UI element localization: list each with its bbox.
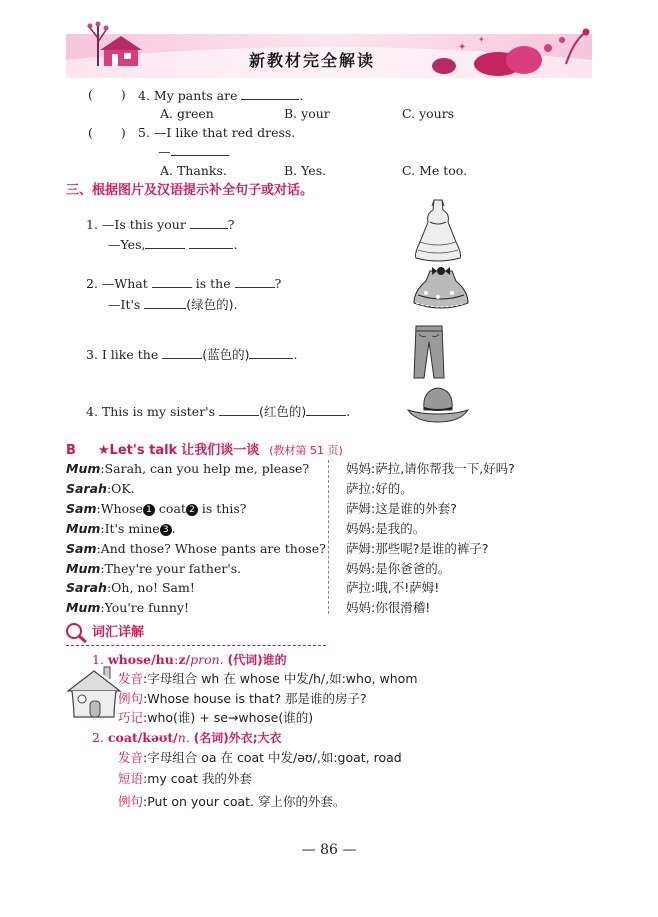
vocab-text: :字母组合 oa 在 coat 中发/əʊ/,如:goat, road (143, 750, 402, 765)
s3-q3-text: 3. I like the (86, 347, 159, 362)
vocab-item-1-head (92, 652, 287, 668)
q5-answer-line (158, 143, 229, 160)
dialogue-zh-5: 萨姆:那些呢?是谁的裤子? (346, 541, 489, 556)
vocab-item-2-line-2 (118, 771, 252, 787)
q5-blank[interactable] (171, 143, 229, 156)
paren-close: ) (120, 125, 126, 140)
zh-speaker: 妈妈 (346, 600, 372, 615)
dialogue-line-5: Sam:And those? Whose pants are those? (66, 541, 326, 556)
speaker: Mum (66, 521, 101, 536)
q5-paren (88, 125, 126, 141)
hat-icon (406, 384, 470, 430)
zh-text: 是我的。 (375, 521, 426, 536)
vocab-text: :字母组合 wh 在 whose 中发/h/,如:who, whom (143, 671, 418, 686)
q4-period: . (299, 88, 304, 103)
dialogue-zh-6: 妈妈:是你爸爸的。 (346, 561, 451, 576)
q4-option-c[interactable]: C. yours (402, 106, 455, 121)
s3-q3-blank2[interactable] (249, 346, 293, 359)
paren-open: ( (88, 125, 93, 140)
dialogue-zh-8: 妈妈:你很滑稽! (346, 600, 431, 615)
vocab-num: 1. (92, 652, 104, 667)
q5-option-b[interactable]: B. Yes. (284, 163, 327, 178)
q4-paren (88, 87, 126, 103)
speaker: Mum (66, 461, 101, 476)
zh-speaker: 萨拉 (346, 580, 372, 595)
speaker: Sam (66, 541, 97, 556)
vocab-text: :my coat 我的外套 (143, 771, 252, 786)
dialogue-line-3: Sam:Whose 1 coat 2 is this? (66, 501, 247, 516)
s3-q2-hint: (绿色的). (186, 297, 238, 312)
zh-text: 是你爸爸的。 (375, 561, 451, 576)
section-b-title-en: Let's talk (109, 443, 178, 458)
q5-text: —I like that red dress. (153, 125, 296, 140)
vocab-item-1-line-2 (118, 691, 367, 707)
section-b-ref: (教材第 51 页) (269, 444, 343, 457)
q5-option-c[interactable]: C. Me too. (402, 163, 468, 178)
dialogue-text: . (171, 521, 176, 536)
dialogue-line-8: Mum:You're funny! (66, 600, 189, 615)
dialogue-text: OK. (111, 481, 135, 496)
s3-q4-blank2[interactable] (306, 403, 346, 416)
zh-text: 这是谁的外套? (375, 501, 457, 516)
section-b-title-zh: 让我们谈一谈 (181, 443, 260, 458)
magnifier-icon (64, 622, 90, 644)
header-title: 新教材完全解读 (248, 51, 375, 70)
dialogue-line-4: Mum:It's mine 3 . (66, 521, 176, 536)
dialogue-text: Oh, no! Sam! (111, 580, 195, 595)
s3-q4-blank1[interactable] (219, 403, 259, 416)
s3-q1-period: . (233, 237, 238, 252)
dialogue-line-7: Sarah:Oh, no! Sam! (66, 580, 195, 595)
dress-icon (410, 198, 466, 262)
s3-q1-line1 (86, 216, 235, 233)
paren-close: ) (120, 87, 126, 102)
dialogue-text: You're funny! (104, 600, 189, 615)
section-b-label: B (66, 443, 76, 458)
q5-dash: — (158, 144, 171, 159)
vocab-word: coat/kəʊt/ (107, 730, 178, 745)
skirt-icon (410, 265, 472, 315)
s3-q2-text: 2. —What (86, 276, 148, 291)
q5-option-a[interactable]: A. Thanks. (160, 163, 227, 178)
s3-q2-mid: is the (195, 276, 231, 291)
section3-title: 三、根据图片及汉语提示补全句子或对话。 (66, 183, 314, 198)
s3-q3-blank1[interactable] (162, 346, 202, 359)
note-marker-1[interactable]: 1 (143, 504, 155, 516)
vocab-item-2-head (92, 730, 282, 746)
zh-speaker: 萨姆 (346, 541, 372, 556)
vocab-word: whose/huːz/ (107, 652, 191, 667)
zh-speaker: 妈妈 (346, 521, 372, 536)
s3-q2-blank3[interactable] (144, 296, 186, 309)
vocab-item-1-line-3 (118, 710, 313, 726)
svg-text:✦: ✦ (458, 42, 467, 53)
vocab-label: 巧记 (118, 710, 144, 725)
speaker: Sarah (66, 481, 107, 496)
s3-q1-yes: —Yes, (108, 237, 146, 252)
page-number: — 86 — (301, 842, 357, 858)
q4-option-a[interactable]: A. green (160, 106, 214, 121)
dialogue-line-1: Mum:Sarah, can you help me, please? (66, 461, 310, 476)
q5-number: 5. (138, 125, 150, 140)
pants-icon (412, 324, 446, 380)
s3-q4-line (86, 403, 350, 420)
dialogue-line-6: Mum:They're your father's. (66, 561, 242, 576)
q4-blank[interactable] (241, 87, 299, 100)
vocab-label: 发音 (118, 750, 144, 765)
s3-q3-hint: (蓝色的) (202, 347, 250, 362)
vocab-title-underline (66, 645, 326, 646)
vocab-text: :Whose house is that? 那是谁的房子? (143, 691, 367, 706)
vocab-pos: n. (177, 730, 190, 745)
vocab-text: :who(谁) + se→whose(谁的) (143, 710, 314, 725)
vocab-title: 词汇详解 (92, 625, 145, 640)
s3-q1-blank1[interactable] (190, 216, 228, 229)
q5-stem (138, 125, 295, 141)
house-icon (64, 665, 124, 721)
vocab-text: :Put on your coat. 穿上你的外套。 (143, 794, 346, 809)
s3-q4-text: 4. This is my sister's (86, 404, 216, 419)
vocab-num: 2. (92, 730, 104, 745)
s3-q1-blank3[interactable] (189, 236, 233, 249)
speaker: Mum (66, 561, 101, 576)
dialogue-text: And those? Whose pants are those? (100, 541, 326, 556)
vocab-item-2-line-3 (118, 794, 346, 810)
dialogue-zh-2: 萨拉:好的。 (346, 481, 413, 496)
zh-text: 好的。 (375, 481, 413, 496)
speaker: Sam (66, 501, 97, 516)
vocab-pos-zh: (代词)谁的 (227, 653, 287, 667)
s3-q1-blank2[interactable] (145, 236, 185, 249)
note-marker-2[interactable]: 2 (186, 504, 198, 516)
dialogue-zh-3: 萨姆:这是谁的外套? (346, 501, 457, 516)
zh-text: 哦,不!萨姆! (375, 580, 440, 595)
vocab-item-2-line-1 (118, 750, 402, 766)
dialogue-text: Sarah, can you help me, please? (104, 461, 310, 476)
vocab-label: 发音 (118, 671, 144, 686)
s3-q1-line2 (108, 236, 237, 253)
s3-q2-its: —It's (108, 297, 141, 312)
dialogue-zh-1: 妈妈:萨拉,请你帮我一下,好吗? (346, 461, 515, 476)
vocab-pos-zh: (名词)外衣;大衣 (193, 731, 282, 745)
zh-text: 萨拉,请你帮我一下,好吗? (375, 461, 515, 476)
header-banner (66, 20, 592, 78)
s3-q1-text: 1. —Is this your (86, 217, 186, 232)
q4-stem (138, 87, 303, 104)
s3-q2-line1 (86, 275, 281, 292)
dialogue-text: It's mine (104, 521, 160, 536)
speaker: Mum (66, 600, 101, 615)
q4-number: 4. (138, 88, 150, 103)
zh-speaker: 妈妈 (346, 561, 372, 576)
vocab-pos: pron. (190, 652, 224, 667)
s3-q4-hint: (红色的) (259, 404, 307, 419)
zh-speaker: 萨姆 (346, 501, 372, 516)
vocab-label: 短语 (118, 771, 144, 786)
dialogue-text: Whose (100, 501, 143, 516)
s3-q2-blank2[interactable] (235, 275, 275, 288)
s3-q2-qmark: ? (274, 276, 282, 291)
paren-open: ( (88, 87, 93, 102)
dialogue-text: coat (158, 501, 186, 516)
svg-text:✦: ✦ (478, 35, 485, 44)
zh-speaker: 萨拉 (346, 481, 372, 496)
dialogue-text: is this? (201, 501, 247, 516)
q4-text: My pants are (153, 88, 238, 103)
q4-option-b[interactable]: B. your (284, 106, 330, 121)
s3-q2-blank1[interactable] (152, 275, 192, 288)
s3-q1-qmark: ? (227, 217, 235, 232)
dialogue-zh-7: 萨拉:哦,不!萨姆! (346, 580, 440, 595)
speaker: Sarah (66, 580, 107, 595)
vocab-label: 例句 (118, 691, 144, 706)
s3-q2-line2 (108, 296, 238, 313)
dialogue-zh-4: 妈妈:是我的。 (346, 521, 426, 536)
zh-text: 你很滑稽! (375, 600, 431, 615)
zh-speaker: 妈妈 (346, 461, 372, 476)
section-b-header (66, 442, 343, 459)
note-marker-3[interactable]: 3 (160, 524, 172, 536)
vocab-label: 例句 (118, 794, 144, 809)
s3-q4-period: . (346, 404, 351, 419)
dialogue-divider (328, 460, 329, 614)
dialogue-text: They're your father's. (104, 561, 242, 576)
vocab-item-1-line-1 (118, 671, 418, 687)
s3-q3-period: . (293, 347, 298, 362)
star-icon: ★ (97, 443, 110, 458)
dialogue-line-2: Sarah:OK. (66, 481, 135, 496)
zh-text: 那些呢?是谁的裤子? (375, 541, 489, 556)
s3-q3-line (86, 346, 297, 363)
